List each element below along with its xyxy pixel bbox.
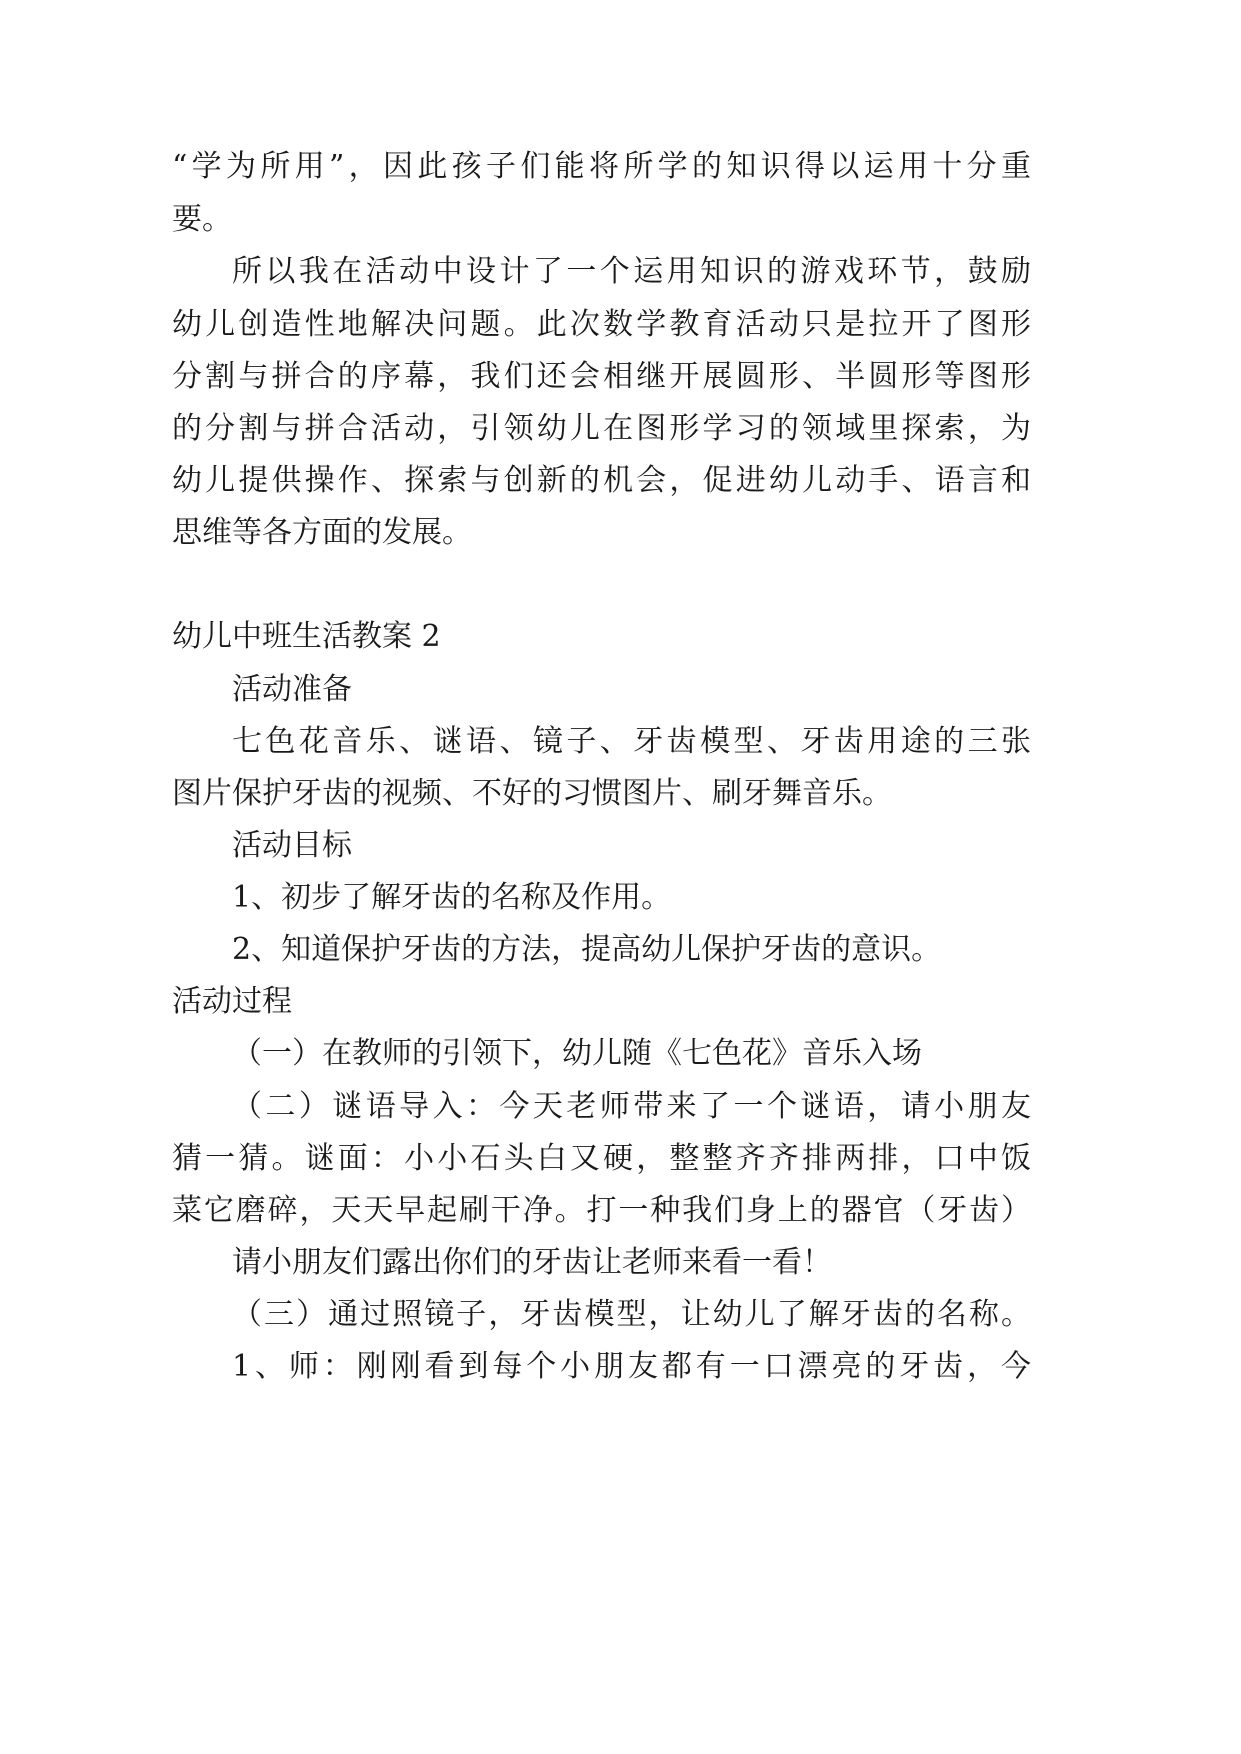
paragraph-line: 七色花音乐、谜语、镜子、牙齿模型、牙齿用途的三张 [232, 724, 1031, 759]
paragraph-line: 1、师：刚刚看到每个小朋友都有一口漂亮的牙齿，今 [232, 1349, 1031, 1384]
paragraph-line: （三）通过照镜子，牙齿模型，让幼儿了解牙齿的名称。 [232, 1297, 1031, 1332]
paragraph-line: “学为所用”，因此孩子们能将所学的知识得以运用十分重 [172, 149, 1031, 184]
section-title: 幼儿中班生活教案 2 [172, 619, 441, 654]
paragraph-line: 幼儿创造性地解决问题。此次数学教育活动只是拉开了图形 [172, 307, 1031, 342]
paragraph-line: 请小朋友们露出你们的牙齿让老师来看一看！ [232, 1245, 832, 1280]
list-item: 1、初步了解牙齿的名称及作用。 [232, 880, 672, 915]
paragraph-line: （二）谜语导入：今天老师带来了一个谜语，请小朋友 [232, 1089, 1031, 1124]
paragraph-line: 要。 [172, 202, 232, 237]
paragraph-line: 菜它磨碎，天天早起刷干净。打一种我们身上的器官（牙齿） [172, 1193, 1031, 1228]
paragraph-line: 思维等各方面的发展。 [172, 515, 472, 550]
paragraph-line: 幼儿提供操作、探索与创新的机会，促进幼儿动手、语言和 [172, 463, 1031, 498]
subheading: 活动过程 [172, 984, 292, 1019]
paragraph-line: 的分割与拼合活动，引领幼儿在图形学习的领域里探索，为 [172, 411, 1031, 446]
subheading: 活动准备 [232, 672, 352, 707]
subheading: 活动目标 [232, 828, 352, 863]
paragraph-line: （一）在教师的引领下，幼儿随《七色花》音乐入场 [232, 1036, 922, 1071]
paragraph-line: 分割与拼合的序幕，我们还会相继开展圆形、半圆形等图形 [172, 359, 1031, 394]
paragraph-line: 所以我在活动中设计了一个运用知识的游戏环节，鼓励 [232, 254, 1031, 289]
paragraph-line: 图片保护牙齿的视频、不好的习惯图片、刷牙舞音乐。 [172, 776, 892, 811]
paragraph-line: 猜一猜。谜面：小小石头白又硬，整整齐齐排两排，口中饭 [172, 1141, 1031, 1176]
list-item: 2、知道保护牙齿的方法，提高幼儿保护牙齿的意识。 [232, 932, 942, 967]
